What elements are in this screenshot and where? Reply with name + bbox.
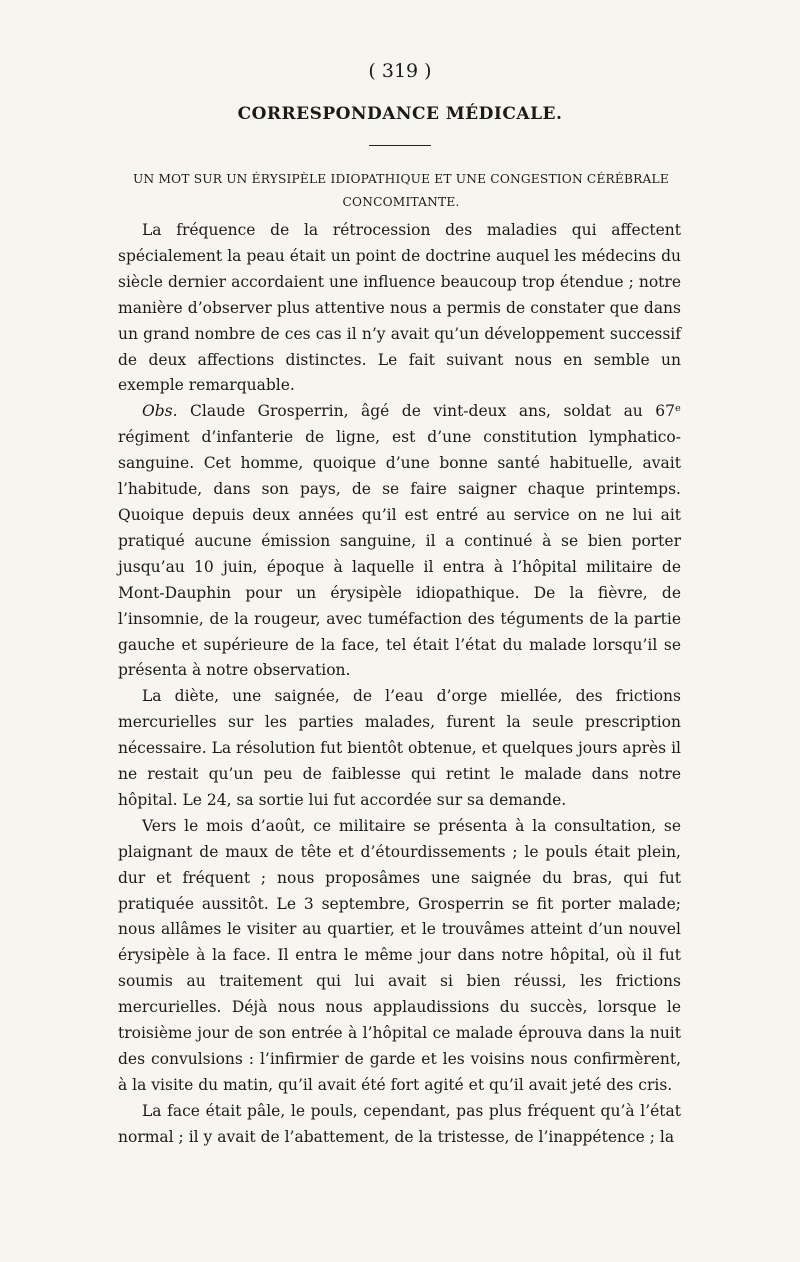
paragraph-relapse: Vers le mois d’août, ce militaire se présenta à la consultation, se plaignant de maux de tête et d’étourdissements ; le pouls était plein, dur et fréquent ; nous proposâmes une saignée du bras, qui fut pratiquée aussitôt. Le 3 septembre, Grosperrin se fit porter malade; nous allâmes le visiter au quartier, et le trouvâmes atteint d’un nouvel érysipèle à la face. Il entra le même jour dans notre hôpital, où il fut soumis au traitement qui lui avait si bien réussi, les frictions mercurielles. Déjà nous nous applaudissions du succès, lorsque le troisième jour de son entrée à l’hôpital ce malade éprouva dans la nuit des convulsions : l’infirmier de garde et les voisins nous confirmèrent, à la visite du matin, qu’il avait été fort agité et qu’il avait jeté des cris. xyxy=(118,816,681,1094)
paragraph-symptoms: La face était pâle, le pouls, cependant, pas plus fréquent qu’à l’état normal ; il y avait de l’abattement, de la tristesse, de l’inappétence ; la xyxy=(118,1101,681,1146)
section-title: CORRESPONDANCE MÉDICALE. xyxy=(237,104,563,124)
observation-text: Claude Grosperrin, âgé de vint-deux ans, soldat au 67ᵉ régiment d’infanterie de ligne, est d’une constitution lymphatico-sanguine. Cet homme, quoique d’une bonne santé habituelle, avait l’habitude, dans son pays, de se faire saigner chaque printemps. Quoique depuis deux années qu’il est entré au service on ne lui ait pratiqué aucune émission sanguine, il a continué à se bien porter jusqu’au 10 juin, époque à laquelle il entra à l’hôpital militaire de Mont-Dauphin pour un érysipèle idiopathique. De la fièvre, de l’insomnie, de la rougeur, avec tuméfaction des téguments de la partie gauche et supérieure de la face, tel était l’état du malade lorsqu’il se présenta à notre observation. xyxy=(118,402,681,680)
page-number: ( 319 ) xyxy=(368,60,432,82)
paragraph-observation xyxy=(118,399,681,684)
obs-label: Obs. xyxy=(142,402,178,421)
paragraph-treatment: La diète, une saignée, de l’eau d’orge miellée, des frictions mercurielles sur les parties malades, furent la seule prescription nécessaire. La résolution fut bientôt obtenue, et quelques jours après il ne restait qu’un peu de faiblesse qui retint le malade dans notre hôpital. Le 24, sa sortie lui fut accordée sur sa demande. xyxy=(118,687,681,809)
article-title: UN MOT SUR UN ÉRYSIPÈLE IDIOPATHIQUE ET UNE CONGESTION CÉRÉBRALE CONCOMITANTE. xyxy=(133,172,669,209)
title-divider xyxy=(369,145,431,146)
paragraph-intro: La fréquence de la rétrocession des maladies qui affectent spécialement la peau était un point de doctrine auquel les médecins du siècle dernier accordaient une influence beaucoup trop étendue ; notre manière d’observer plus attentive nous a permis de constater que dans un grand nombre de ces cas il n’y avait qu’un développement successif de deux affections distinctes. Le fait suivant nous en semble un exemple remarquable. xyxy=(118,221,681,395)
article-body xyxy=(118,218,681,1151)
